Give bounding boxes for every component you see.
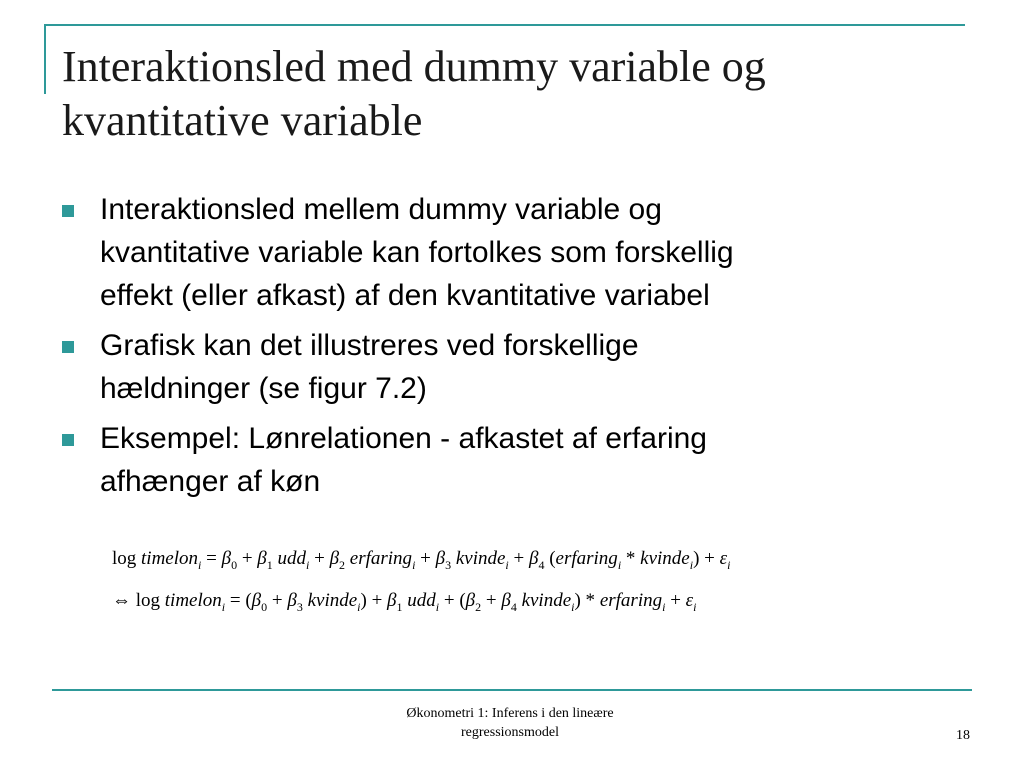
bullet-square-icon (62, 205, 74, 217)
slide-footer (360, 704, 660, 742)
bullet-list (62, 188, 942, 510)
bullet-text-line: Grafisk kan det illustreres ved forskellige (100, 329, 639, 362)
title-line: Interaktionsled med dummy variable og (62, 42, 766, 91)
footer-rule (52, 689, 972, 691)
page-number: 18 (956, 728, 970, 743)
slide-title (62, 40, 962, 148)
bullet-text-line: kvantitative variable kan fortolkes som forskellig (100, 236, 734, 269)
bullet-text-line: Eksempel: Lønrelationen - afkastet af erfaring (100, 422, 707, 455)
bullet-text-line: afhænger af køn (100, 465, 321, 498)
bullet-item (62, 188, 942, 317)
bullet-item (62, 417, 942, 503)
bullet-item (62, 324, 942, 410)
equation-1-text: log timelon$_i$ = $\beta_0 + \beta_1$ $udd_i + \beta_2$ erfaring$_i$ + $\beta_3$ kvinde$_i$ + $\beta_4$ (erfaring$_i$ * kvinde$_i$) + $\varepsilon_i$ (112, 548, 731, 572)
equation-2 (112, 590, 992, 615)
footer-line: Økonometri 1: Inferens i den lineære (406, 706, 614, 721)
equation-2-text: ⇔ log timelon$_i$ = ($\beta_0 + \beta_3$ kvinde$_i$) + $\beta_1$ $udd_i + (\beta_2 + \beta_4$ kvinde$_i$) * erfaring$_i$ + $\varepsilon_i$ (112, 590, 697, 614)
title-line: kvantitative variable (62, 96, 423, 145)
bullet-square-icon (62, 434, 74, 446)
frame-top-line (44, 24, 965, 26)
bullet-text-line: hældninger (se figur 7.2) (100, 372, 427, 405)
equation-1 (112, 548, 992, 573)
footer-line: regressionsmodel (461, 725, 559, 740)
bullet-text-line: effekt (eller afkast) af den kvantitative variabel (100, 279, 710, 312)
bullet-text-line: Interaktionsled mellem dummy variable og (100, 193, 662, 226)
frame-left-line (44, 24, 46, 94)
bullet-square-icon (62, 341, 74, 353)
